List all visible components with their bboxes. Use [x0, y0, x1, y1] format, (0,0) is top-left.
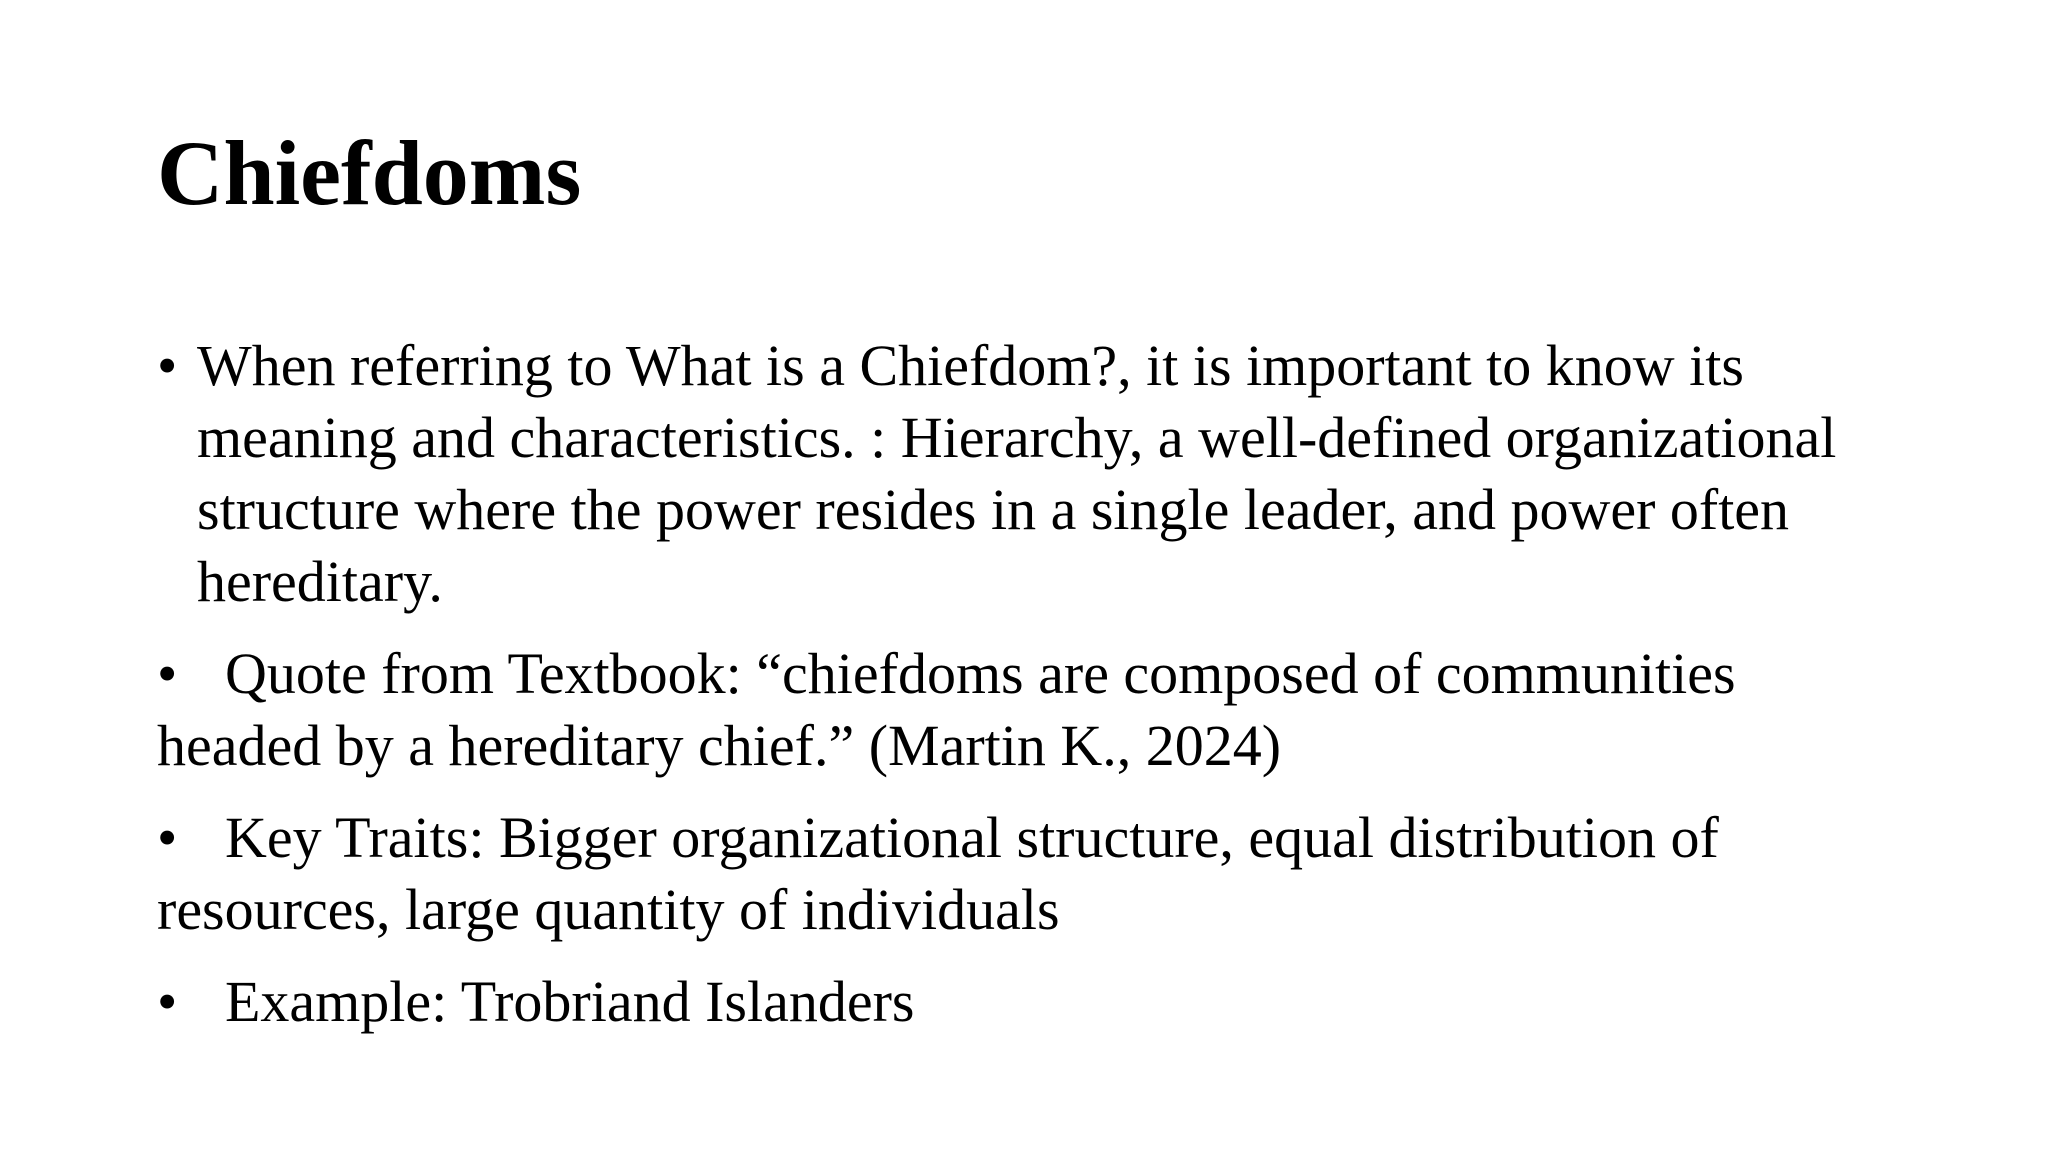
bullet-text-definition: When referring to What is a Chiefdom?, it is important to know its meaning and characteristics. : Hierarchy, a well-defined organizational structure where the power resides in a single leader, and power often hereditary. [197, 333, 1837, 614]
bullet-text-key-traits: Key Traits: Bigger organizational structure, equal distribution of resources, large quantity of individuals [157, 805, 1719, 942]
bullet-item-quote [157, 638, 1837, 782]
bullet-list [157, 330, 1837, 1058]
bullet-marker: • [157, 641, 178, 706]
bullet-item-example [157, 966, 1837, 1038]
bullet-marker: • [157, 805, 178, 870]
bullet-marker: • [157, 333, 178, 398]
bullet-text-quote: Quote from Textbook: “chiefdoms are composed of communities headed by a hereditary chief.” (Martin K., 2024) [157, 641, 1736, 778]
bullet-marker: • [157, 969, 178, 1034]
bullet-text-example: Example: Trobriand Islanders [225, 969, 915, 1034]
bullet-item-key-traits [157, 802, 1837, 946]
slide-title: Chiefdoms [157, 122, 582, 224]
bullet-item-definition [157, 330, 1837, 618]
